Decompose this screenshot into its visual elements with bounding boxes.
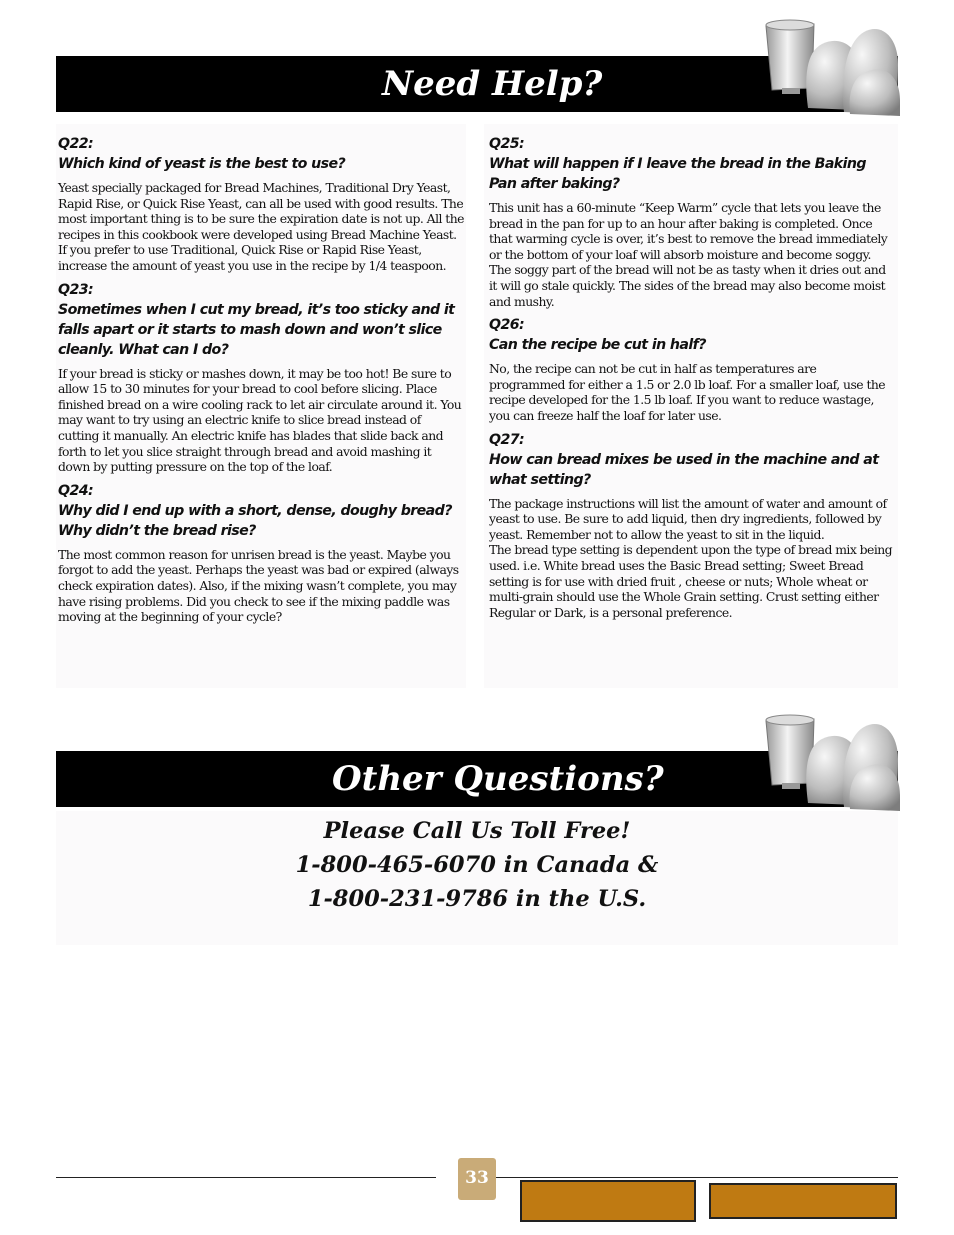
answer-text: The package instructions will list the amount of water and amount of yeast to use. Be sure to add liquid, then dry ingredients, followed by yeast. Remember not to allow the yeast to sit in the liquid. The bread type setting is dependent upon the type of bread mix being used. i.e. White bread uses the Basic Bread setting; Sweet Bread setting is for use with dried fruit , cheese or nuts; Whole wheat or multi-grain should use the Whole Grain setting. Crust setting either Regular or Dark, is a personal preference. — [489, 495, 893, 620]
left-qa-column — [58, 134, 464, 631]
need-help-title: Need Help? — [382, 64, 603, 104]
question-number: Q26: — [489, 317, 525, 334]
contact-info — [56, 814, 898, 916]
answer-text: If your bread is sticky or mashes down, it may be too hot! Be sure to allow 15 to 30 minutes for your bread to cool before slicing. Place finished bread on a wire cooling rack to let air circulate around it. You may want to try using an electric knife to slice bread instead of cutting it manually. An electric knife has blades that slide back and forth to let you slice straight through bread and avoid mashing it down by putting pressure on the top of the loaf. — [58, 365, 462, 475]
question-text: Why did I end up with a short, dense, doughy bread? Why didn’t the bread rise? — [58, 502, 452, 539]
answer-text: The most common reason for unrisen bread is the yeast. Maybe you forgot to add the yeast. Perhaps the yeast was bad or expired (always check expiration dates). Also, if the mixing wasn’t complete, you may have rising problems. Did you check to see if the mixing paddle was moving at the beginning of your cycle? — [58, 546, 459, 625]
toll-free-heading: Please Call Us Toll Free! — [323, 818, 631, 844]
question-number: Q22: — [58, 136, 94, 152]
bread-pan-and-loaves-icon — [760, 8, 900, 118]
footer-tab-left — [520, 1180, 696, 1222]
qa-item-q24 — [58, 481, 464, 625]
question-text: Can the recipe be cut in half? — [489, 337, 706, 354]
answer-text: Yeast specially packaged for Bread Machines, Traditional Dry Yeast, Rapid Rise, or Quick Rise Yeast, can all be used with good results. The most important thing is to be sure the expiration date is not up. All the recipes in this cookbook were developed using Bread Machine Yeast. If you prefer to use Traditional, Quick Rise or Rapid Rise Yeast, increase the amount of yeast you use in the recipe by 1/4 teaspoon. — [58, 180, 464, 273]
footer-rule-right — [496, 1177, 898, 1178]
question-text: Which kind of yeast is the best to use? — [58, 156, 346, 172]
other-questions-title: Other Questions? — [332, 759, 664, 799]
right-qa-column — [489, 134, 895, 626]
question-text: How can bread mixes be used in the machine and at what setting? — [489, 451, 879, 488]
us-phone-number: 1-800-231-9786 in the U.S. — [307, 886, 647, 912]
question-number: Q25: — [489, 136, 525, 152]
question-number: Q24: — [58, 482, 94, 499]
qa-item-q26 — [489, 315, 895, 423]
bread-pan-and-loaves-icon — [760, 703, 900, 813]
qa-item-q25 — [489, 134, 895, 309]
question-number: Q27: — [489, 431, 525, 448]
question-text: Sometimes when I cut my bread, it’s too sticky and it falls apart or it starts to mash down and won’t slice cleanly. What can I do? — [58, 301, 455, 358]
qa-item-q22 — [58, 134, 464, 274]
page-number-badge: 33 — [458, 1158, 496, 1200]
qa-item-q27 — [489, 430, 895, 621]
question-number: Q23: — [58, 281, 94, 298]
question-text: What will happen if I leave the bread in the Baking Pan after baking? — [489, 156, 866, 192]
footer-rule-left — [56, 1177, 436, 1178]
answer-text: This unit has a 60-minute “Keep Warm” cycle that lets you leave the bread in the pan for up to an hour after baking is completed. Once that warming cycle is over, it’s best to remove the bread immediately or the bottom of your loaf will absorb moisture and become soggy. The soggy part of the bread will not be as tasty when it dries out and it will go stale quickly. The sides of the bread may also become moist and mushy. — [489, 200, 888, 309]
answer-text: No, the recipe can not be cut in half as temperatures are programmed for either a 1.5 or 2.0 lb loaf. For a smaller loaf, use the recipe developed for the 1.5 lb loaf. If you want to reduce wastage, you can freeze half the loaf for later use. — [489, 361, 886, 423]
qa-item-q23 — [58, 280, 464, 475]
canada-phone-number: 1-800-465-6070 in Canada & — [295, 852, 659, 878]
footer-tab-right — [709, 1183, 897, 1219]
